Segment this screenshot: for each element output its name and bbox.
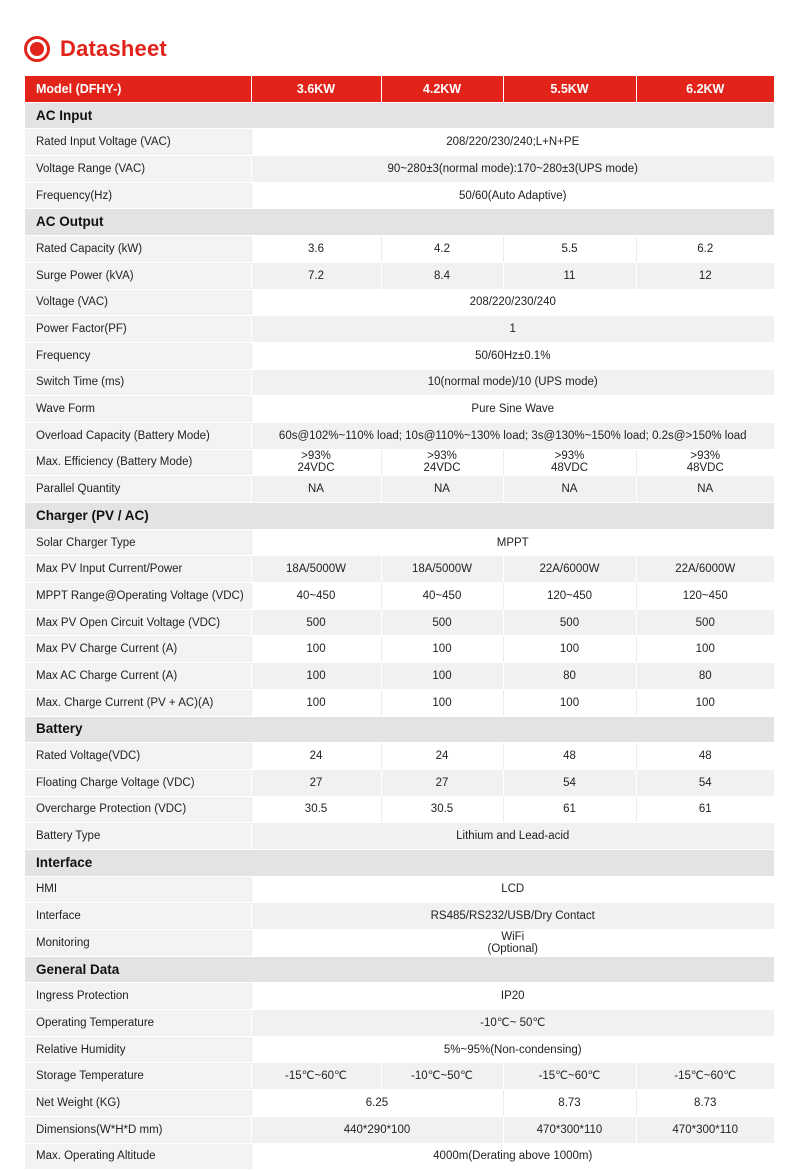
row-label: HMI [25, 876, 251, 903]
row-value: >93% 48VDC [503, 449, 636, 476]
row-value: 8.73 [636, 1090, 774, 1117]
row-label: Max. Charge Current (PV + AC)(A) [25, 689, 251, 716]
row-label: Max PV Open Circuit Voltage (VDC) [25, 609, 251, 636]
row-value: 3.6 [251, 236, 381, 263]
row-value: 100 [251, 636, 381, 663]
table-row [25, 903, 774, 930]
table-row [25, 1036, 774, 1063]
section-header-row [25, 209, 774, 236]
header-model-2: 4.2KW [381, 76, 503, 102]
table-row [25, 156, 774, 183]
table-row [25, 289, 774, 316]
row-value: 27 [251, 769, 381, 796]
table-row [25, 396, 774, 423]
table-row [25, 236, 774, 263]
row-label: Overcharge Protection (VDC) [25, 796, 251, 823]
row-label: Frequency(Hz) [25, 182, 251, 209]
section-header-row [25, 102, 774, 129]
table-row [25, 823, 774, 850]
table-row [25, 743, 774, 770]
row-value: 30.5 [251, 796, 381, 823]
row-value: -10℃~50℃ [381, 1063, 503, 1090]
row-value: 80 [636, 663, 774, 690]
row-label: Relative Humidity [25, 1036, 251, 1063]
row-label: Power Factor(PF) [25, 316, 251, 343]
row-value: 22A/6000W [636, 556, 774, 583]
row-value: Lithium and Lead-acid [251, 823, 774, 850]
row-label: Storage Temperature [25, 1063, 251, 1090]
section-title: General Data [25, 956, 774, 983]
row-value: 40~450 [381, 583, 503, 610]
table-row [25, 930, 774, 957]
page-title: Datasheet [60, 36, 167, 61]
row-value: 27 [381, 769, 503, 796]
row-label: Max PV Input Current/Power [25, 556, 251, 583]
row-value: 120~450 [636, 583, 774, 610]
table-row [25, 689, 774, 716]
row-label: Battery Type [25, 823, 251, 850]
row-value: Pure Sine Wave [251, 396, 774, 423]
row-value: 50/60Hz±0.1% [251, 342, 774, 369]
row-value: 100 [251, 689, 381, 716]
row-value: 24 [251, 743, 381, 770]
section-header-row [25, 956, 774, 983]
circle-bullet-icon [24, 36, 50, 62]
section-title: Battery [25, 716, 774, 743]
table-row [25, 422, 774, 449]
row-value: 4000m(Derating above 1000m) [251, 1143, 774, 1170]
row-label: Interface [25, 903, 251, 930]
row-value: >93% 24VDC [381, 449, 503, 476]
row-value: 22A/6000W [503, 556, 636, 583]
row-label: MPPT Range@Operating Voltage (VDC) [25, 583, 251, 610]
row-label: Max AC Charge Current (A) [25, 663, 251, 690]
table-row [25, 876, 774, 903]
row-value: 11 [503, 262, 636, 289]
row-value: 100 [381, 663, 503, 690]
row-label: Net Weight (KG) [25, 1090, 251, 1117]
row-value: 1 [251, 316, 774, 343]
row-label: Ingress Protection [25, 983, 251, 1010]
table-row [25, 129, 774, 156]
row-label: Rated Voltage(VDC) [25, 743, 251, 770]
table-row [25, 1063, 774, 1090]
row-label: Floating Charge Voltage (VDC) [25, 769, 251, 796]
row-value: 90~280±3(normal mode):170~280±3(UPS mode) [251, 156, 774, 183]
section-header-row [25, 716, 774, 743]
header-model-3: 5.5KW [503, 76, 636, 102]
row-value: >93% 24VDC [251, 449, 381, 476]
row-label: Overload Capacity (Battery Mode) [25, 422, 251, 449]
row-value: RS485/RS232/USB/Dry Contact [251, 903, 774, 930]
row-value: 80 [503, 663, 636, 690]
row-value: 440*290*100 [251, 1116, 503, 1143]
section-title: Interface [25, 849, 774, 876]
row-value: 470*300*110 [636, 1116, 774, 1143]
row-label: Max. Operating Altitude [25, 1143, 251, 1170]
table-row [25, 262, 774, 289]
row-value: 4.2 [381, 236, 503, 263]
row-value: 61 [636, 796, 774, 823]
section-title: AC Input [25, 102, 774, 129]
row-value: -15℃~60℃ [503, 1063, 636, 1090]
row-value: 48 [636, 743, 774, 770]
row-label: Voltage (VAC) [25, 289, 251, 316]
row-label: Frequency [25, 342, 251, 369]
table-row [25, 1010, 774, 1037]
datasheet-table [25, 76, 774, 1170]
row-label: Dimensions(W*H*D mm) [25, 1116, 251, 1143]
header-model-label: Model (DFHY-) [25, 76, 251, 102]
row-value: 6.25 [251, 1090, 503, 1117]
table-row [25, 636, 774, 663]
row-value: 40~450 [251, 583, 381, 610]
row-label: Switch Time (ms) [25, 369, 251, 396]
row-value: 54 [503, 769, 636, 796]
row-value: 500 [503, 609, 636, 636]
datasheet-heading [24, 34, 167, 64]
row-value: 500 [636, 609, 774, 636]
row-label: Monitoring [25, 930, 251, 957]
row-value: 100 [381, 636, 503, 663]
row-value: 24 [381, 743, 503, 770]
row-value: 18A/5000W [381, 556, 503, 583]
row-value: 100 [503, 689, 636, 716]
table-row [25, 583, 774, 610]
table-row [25, 182, 774, 209]
table-row [25, 796, 774, 823]
table-row [25, 449, 774, 476]
row-label: Max PV Charge Current (A) [25, 636, 251, 663]
section-title: Charger (PV / AC) [25, 503, 774, 530]
table-row [25, 369, 774, 396]
table-header-row [25, 76, 774, 102]
row-value: -15℃~60℃ [251, 1063, 381, 1090]
row-label: Parallel Quantity [25, 476, 251, 503]
row-value: 54 [636, 769, 774, 796]
row-label: Rated Input Voltage (VAC) [25, 129, 251, 156]
row-value: 18A/5000W [251, 556, 381, 583]
row-label: Voltage Range (VAC) [25, 156, 251, 183]
row-value: 100 [636, 636, 774, 663]
section-header-row [25, 503, 774, 530]
header-model-4: 6.2KW [636, 76, 774, 102]
row-value: 100 [251, 663, 381, 690]
row-value: 12 [636, 262, 774, 289]
row-value: 6.2 [636, 236, 774, 263]
row-value: 100 [636, 689, 774, 716]
row-value: 10(normal mode)/10 (UPS mode) [251, 369, 774, 396]
table-row [25, 1090, 774, 1117]
row-label: Surge Power (kVA) [25, 262, 251, 289]
row-value: NA [636, 476, 774, 503]
row-value: 50/60(Auto Adaptive) [251, 182, 774, 209]
row-value: NA [251, 476, 381, 503]
section-header-row [25, 849, 774, 876]
row-value: 30.5 [381, 796, 503, 823]
row-value: IP20 [251, 983, 774, 1010]
row-value: 61 [503, 796, 636, 823]
row-value: 120~450 [503, 583, 636, 610]
row-label: Operating Temperature [25, 1010, 251, 1037]
header-model-1: 3.6KW [251, 76, 381, 102]
row-label: Solar Charger Type [25, 529, 251, 556]
row-value: 60s@102%~110% load; 10s@110%~130% load; 3s@130%~150% load; 0.2s@>150% load [251, 422, 774, 449]
table-row [25, 663, 774, 690]
row-value: >93% 48VDC [636, 449, 774, 476]
row-value: 208/220/230/240 [251, 289, 774, 316]
table-row [25, 529, 774, 556]
row-value: 500 [251, 609, 381, 636]
row-value: 48 [503, 743, 636, 770]
row-value: 100 [503, 636, 636, 663]
row-value: NA [503, 476, 636, 503]
table-row [25, 476, 774, 503]
row-value: MPPT [251, 529, 774, 556]
row-value: LCD [251, 876, 774, 903]
row-value: 208/220/230/240;L+N+PE [251, 129, 774, 156]
table-row [25, 556, 774, 583]
row-value: 7.2 [251, 262, 381, 289]
row-label: Max. Efficiency (Battery Mode) [25, 449, 251, 476]
row-value: 470*300*110 [503, 1116, 636, 1143]
row-value: NA [381, 476, 503, 503]
table-row [25, 316, 774, 343]
row-value: -10℃~ 50℃ [251, 1010, 774, 1037]
row-value: 5%~95%(Non-condensing) [251, 1036, 774, 1063]
row-value: 5.5 [503, 236, 636, 263]
row-label: Rated Capacity (kW) [25, 236, 251, 263]
table-row [25, 1143, 774, 1170]
table-row [25, 1116, 774, 1143]
row-value: WiFi (Optional) [251, 930, 774, 957]
row-value: 500 [381, 609, 503, 636]
table-row [25, 342, 774, 369]
row-value: -15℃~60℃ [636, 1063, 774, 1090]
row-value: 8.4 [381, 262, 503, 289]
table-row [25, 983, 774, 1010]
table-row [25, 769, 774, 796]
row-value: 100 [381, 689, 503, 716]
section-title: AC Output [25, 209, 774, 236]
row-value: 8.73 [503, 1090, 636, 1117]
row-label: Wave Form [25, 396, 251, 423]
table-row [25, 609, 774, 636]
